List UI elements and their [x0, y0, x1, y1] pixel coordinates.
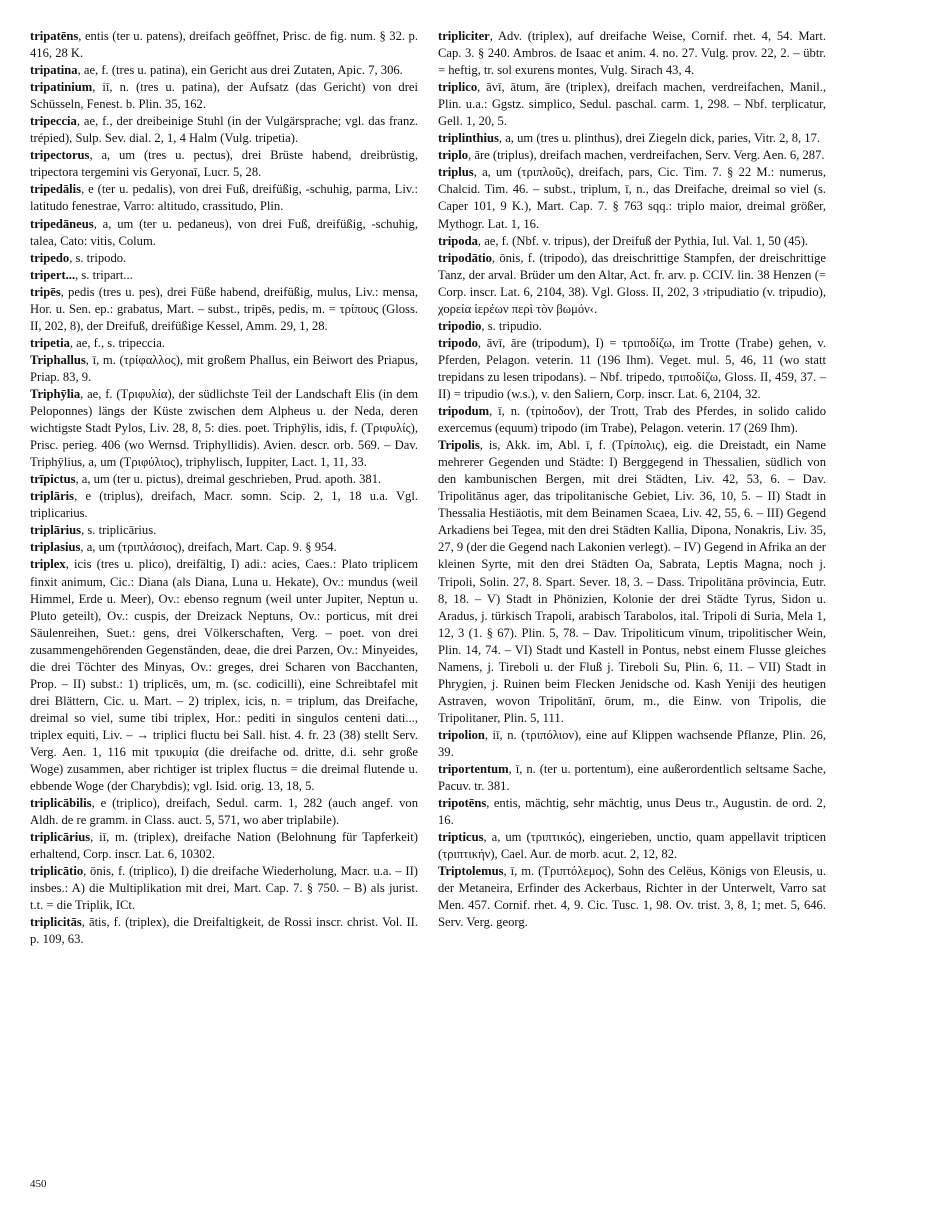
headword: triplus	[438, 165, 474, 180]
entry-triphallus: Triphallus, ī, m. (τρίφαλλος), mit großem Phallus, ein Beiwort des Priapus, Priap. 83, 9.	[30, 352, 418, 384]
headword: trīpictus	[30, 472, 76, 487]
headword: triplo	[438, 148, 469, 163]
entry-triplicitas: triplicitās, ātis, f. (triplex), die Dreifaltigkeit, de Rossi inscr. christ. Vol. II. p. 109, 63.	[30, 915, 418, 947]
headword: tripolion	[438, 727, 485, 742]
headword: tripedāneus	[30, 216, 94, 231]
entry-tripedalis: tripedālis, e (ter u. pedalis), von drei Fuß, dreifüßig, -schuhig, parma, Liv.: latitudo fenestrae, Varro: altitudo, crassitudo, Plin.	[30, 182, 418, 214]
headword: tripedālis	[30, 182, 82, 197]
entry-triplinthius: triplinthius, a, um (tres u. plinthus), drei Ziegeln dick, paries, Vitr. 2, 8, 17.	[438, 131, 821, 146]
headword: tripēs	[30, 284, 61, 299]
headword: tripodo	[438, 335, 478, 350]
headword: triplicātio	[30, 864, 84, 879]
headword: triportentum	[438, 762, 509, 777]
headword: Triphȳlia	[30, 386, 81, 401]
headword: tripoda	[438, 233, 478, 248]
headword: tripatinium	[30, 80, 93, 95]
entry-triphylia: Triphȳlia, ae, f. (Τριφυλία), der südlichste Teil der Landschaft Elis (in dem Peloponnes) längs der Küste zwischen dem Alpheus u. der Neda, deren wichtigste Stadt Pylos, Liv. 28, 8, 5: dies. poet. Triphȳlis, idis, f. (Τριφυλίς), Prisc. perieg. 406 (wo Wernsd. Triphyllidis). Avien. descr. orb. 569. – Dav. Triphȳlius, a, um (Τριφύλιος), triphylisch, Iuppiter, Lact. 1, 11, 33.	[30, 386, 418, 470]
entry-tripolis: Tripolis, is, Akk. im, Abl. ī, f. (Τρίπολις), eig. die Dreistadt, ein Name mehrerer Gegenden und Städte: I) Berggegend in Thessalien, südlich von den kambunischen Bergen, mit drei Städten, Liv. 42, 53, 6. – Dav. Tripolitānus ager, das tripolitanische Gebiet, Liv. 36, 10, 5. – II) Stadt in Thessalia Hestiäotis, mit dem Beinamen Scaea, Liv. 42, 55, 6. – III) Gegend Arkadiens bei Tegea, mit den drei Städten Kallia, Dipona, Nonakris, Liv. 35, 27, 9 (der die Gegend nach Lakonien verlegt). – IV) Gegend in Afrika an der kleinen Syrte, mit den drei Städten Oa, Sabrata, Leptis Magna, noch j. Tripoli, Solin. 27, 8. Spart. Sever. 18, 3. – Dass. Tripolitāna prōvincia, Eutr. 8, 18. – V) Stadt in Phönizien, Kolonie der drei Städte Tyrus, Sidon u. Aradus, j. türkisch Trapoli, arabisch Tarabolos, ital. Tripoli di Suria, Mela 1, 12, 3 (1. § 67). Plin. 5, 78. – Dav. Tripoliticum vīnum, tripolitischer Wein, Plin. 14, 74. – VI) Stadt und Kastell in Pontus, nebst einem Flusse gleiches Namens, j. Tireboli u. der Fluß j. Tireboli Su, Plin. 6, 11. – VII) Stadt in Phrygien, j. Ruinen beim Flecken Jenidsche od. Kash Yeniji des heutigen Astraven, wovon Tripolitānī, ōrum, m., die Einw. von Tripolis, die Tripolitaner, Plin. 5, 111.	[438, 438, 826, 725]
entry-triplaris: triplāris, e (triplus), dreifach, Macr. somn. Scip. 2, 1, 18 u.a. Vgl. triplicarius.	[30, 489, 418, 521]
entry-tripetia: tripetia, ae, f., s. tripeccia.	[30, 335, 165, 350]
entry-tripatinium: tripatinium, iī, n. (tres u. patina), der Aufsatz (das Gericht) von drei Schüsseln, Fenest. b. Plin. 35, 162.	[30, 80, 418, 112]
entry-tripolion: tripolion, iī, n. (τριπόλιον), eine auf Klippen wachsende Pflanze, Plin. 26, 39.	[438, 727, 826, 759]
headword: tripetia	[30, 335, 70, 350]
headword: tripliciter	[438, 29, 490, 43]
entry-tripectorus: tripectorus, a, um (tres u. pectus), drei Brüste habend, dreibrüstig, tripectora tergemini vis Geryonaī, Lucr. 5, 28.	[30, 148, 418, 180]
entry-triptolemus: Triptolemus, ī, m. (Τριπτόλεμος), Sohn des Celëus, Königs von Eleusis, u. der Metaneira, Erfinder des Ackerbaus, Richter in der Unterwelt, Varro sat Men. 457. Cornif. rhet. 4, 9. Cic. Tusc. 1, 98. Ov. trist. 3, 8, 1; met. 5, 646. Serv. Verg. georg.	[438, 864, 826, 930]
headword: triplasius	[30, 540, 81, 555]
entry-triplasius: triplasius, a, um (τριπλάσιος), dreifach, Mart. Cap. 9. § 954.	[30, 540, 337, 555]
headword: triplārius	[30, 523, 82, 538]
entry-tripert: tripert..., s. tripart...	[30, 267, 133, 282]
entry-tripedaneus: tripedāneus, a, um (ter u. pedaneus), von drei Fuß, dreifüßig, -schuhig, talea, Cato: vitis, Colum.	[30, 216, 418, 248]
headword: tripedo	[30, 250, 70, 265]
left-column	[30, 28, 418, 949]
headword: triplex	[30, 557, 66, 572]
entry-tripedo: tripedo, s. tripodo.	[30, 250, 127, 265]
headword: Tripolis	[438, 438, 480, 453]
entry-tripatina: tripatina, ae, f. (tres u. patina), ein Gericht aus drei Zutaten, Apic. 7, 306.	[30, 63, 403, 78]
headword: tripatēns	[30, 29, 79, 43]
headword: triplicitās	[30, 915, 82, 930]
headword: tripodio	[438, 318, 482, 333]
entry-tripictus: trīpictus, a, um (ter u. pictus), dreimal geschrieben, Prud. apoth. 381.	[30, 472, 382, 487]
entry-tripeccia: tripeccia, ae, f., der dreibeinige Stuhl (in der Vulgärsprache; vgl. das franz. trépied), Sulp. Sev. dial. 2, 1, 4 Halm (Vulg. tripetia).	[30, 114, 418, 146]
entry-tripes: tripēs, pedis (tres u. pes), drei Füße habend, dreifüßig, mulus, Liv.: mensa, Hor. u. Sen. ep.: grabatus, Mart. – subst., tripēs, pedis, m. = τρίπους (Gloss. II, 202, 8), der Dreifuß, dreifüßige Kessel, Amm. 29, 1, 28.	[30, 284, 418, 333]
entry-tripodio: tripodio, s. tripudio.	[438, 318, 542, 333]
headword: Triphallus	[30, 352, 86, 367]
headword: tripticus	[438, 830, 484, 845]
entry-triplicatio: triplicātio, ōnis, f. (triplico), I) die dreifache Wiederholung, Macr. u.a. – II) insbes.: A) die Multiplikation mit drei, Mart. Cap. 7. § 750. – B) als jurist. t.t. = die Triplik, ICt.	[30, 864, 418, 913]
headword: tripeccia	[30, 114, 77, 129]
entry-triplo: triplo, āre (triplus), dreifach machen, verdreifachen, Serv. Verg. Aen. 6, 287.	[438, 148, 825, 163]
entry-tripotens: tripotēns, entis, mächtig, sehr mächtig, unus Deus tr., Augustin. de ord. 2, 16.	[438, 796, 826, 828]
entry-triplico: triplico, āvī, ātum, āre (triplex), dreifach machen, verdreifachen, Manil., Plin. u.a.: Ggstz. simplico, Sedul. paschal. carm. 1, 298. – Nbf. terplicatur, Gell. 1, 20, 5.	[438, 80, 826, 129]
entry-triplus: triplus, a, um (τριπλοῦς), dreifach, pars, Cic. Tim. 7. § 22 M.: numerus, Chalcid. Tim. 46. – subst., triplum, ī, n., das Dreifache, dreimal so viel (s. Caper 101, 9 K.), Mart. Cap. 7. § 763 sqq.: triplo maior, dreimal größer, Mythogr. Lat. 1, 16.	[438, 165, 826, 231]
entry-triplicarius: triplicārius, iī, m. (triplex), dreifache Nation (Belohnung für Tapferkeit) erhaltend, Corp. inscr. Lat. 6, 10302.	[30, 830, 418, 862]
entry-triportentum: triportentum, ī, n. (ter u. portentum), eine außerordentlich seltsame Sache, Pacuv. tr. 381.	[438, 762, 826, 794]
right-column	[438, 28, 826, 931]
headword: triplico	[438, 80, 478, 95]
entry-tripoda: tripoda, ae, f. (Nbf. v. tripus), der Dreifuß der Pythia, Iul. Val. 1, 50 (45).	[438, 233, 809, 248]
headword: triplicābilis	[30, 796, 92, 811]
page-number: 450	[30, 1178, 47, 1190]
headword: tripectorus	[30, 148, 90, 163]
entry-triplarius: triplārius, s. triplicārius.	[30, 523, 157, 538]
entry-tripliciter: tripliciter, Adv. (triplex), auf dreifache Weise, Cornif. rhet. 4, 54. Mart. Cap. 3. § 240. Ambros. de Isaac et anim. 4. no. 27. Vulg. prov. 22, 2. – übtr. = heftig, tr. sol exurens montes, Vulg. Sirach 43, 4.	[438, 29, 826, 78]
headword: tripatina	[30, 63, 78, 78]
headword: tripotēns	[438, 796, 487, 811]
headword: tripodum	[438, 404, 490, 419]
entry-triplex: triplex, icis (tres u. plico), dreifältig, I) adi.: acies, Caes.: Plato triplicem finxit animum, Cic.: Diana (als Diana, Luna u. Hekate), Ov.: mundus (weil Himmel, Erde u. Meer), Ov.: ebenso regnum (weil unter Jupiter, Neptun u. Pluto geteilt), Ov.: cuspis, der Dreizack Neptuns, Ov.: porticus, mit drei Säulenreihen, Suet.: gens, drei Völkerschaften, Verg. – poet. von drei zusammengehörenden Gegenständen, deae, die drei Parzen, Ov.: Minyeides, die drei Töchter des Minyas, Ov.: greges, drei Scharen von Bacchanten, Prop. – II) subst.: 1) triplicēs, um, m. (sc. codicilli), eine Schreibtafel mit drei Blättern, Cic. u. Mart. – 2) triplex, icis, n. = triplum, das Dreifache, dreimal so viel, sume tibi triplex, Hor.: pediti in singulos centeni dati..., triplex equiti, Liv. – → triplici fluctu bei Sall. hist. 4. fr. 23 (38) stellt Serv. Verg. Aen. 1, 116 mit τρικυμία (die dreifache od. dritte, d.i. sehr große Woge) zusammen, aber richtiger ist triplex fluctus = die dreimal flutende u. ebbende Woge (der Charybdis); vgl. Isid. orig. 13, 18, 5.	[30, 557, 418, 794]
headword: tripert...	[30, 267, 76, 282]
entry-tripatens: tripatēns, entis (ter u. patens), dreifach geöffnet, Prisc. de fig. num. § 32. p. 416, 28 K.	[30, 29, 418, 61]
entry-tripodatio: tripodātio, ōnis, f. (tripodo), das dreischrittige Stampfen, der dreischrittige Tanz, der arval. Brüder um den Altar, Act. fr. arv. p. CCIV. lin. 38 Henzen (= Corp. inscr. Lat. 6, 2104, 38). Vgl. Gloss. II, 202, 3 ›tripudiatio (v. tripudio), χορεία ἱερέων περὶ τὸν βωμόν‹.	[438, 250, 826, 316]
entry-tripodo: tripodo, āvī, āre (tripodum), I) = τριποδίζω, im Trotte (Trabe) gehen, v. Pferden, Pelagon. veterin. 11 (196 Ihm). Veget. mul. 5, 46, 11 (wo statt trepidans zu lesen tripodans). – Nbf. tripedo, τριποδίζω, Gloss. II, 459, 37. – II) = tripudio (w.s.), v. den Saliern, Corp. inscr. Lat. 6, 2104, 32.	[438, 335, 826, 401]
headword: triplicārius	[30, 830, 91, 845]
headword: Triptolemus	[438, 864, 504, 879]
headword: triplāris	[30, 489, 75, 504]
entry-tripodum: tripodum, ī, n. (τρίποδον), der Trott, Trab des Pferdes, in solido calido exercemus (equum) tripodo (im Trabe), Pelagon. veterin. 17 (269 Ihm).	[438, 404, 826, 436]
entry-tripticus: tripticus, a, um (τριπτικός), eingerieben, unctio, quam appellavit tripticen (τριπτικήν), Cael. Aur. de morb. acut. 2, 12, 82.	[438, 830, 826, 862]
headword: triplinthius	[438, 131, 499, 146]
entry-triplicabilis: triplicābilis, e (triplico), dreifach, Sedul. carm. 1, 282 (auch angef. von Aldh. de re gramm. in Class. auct. 5, 571, wo aber triplabile).	[30, 796, 418, 828]
headword: tripodātio	[438, 250, 492, 265]
